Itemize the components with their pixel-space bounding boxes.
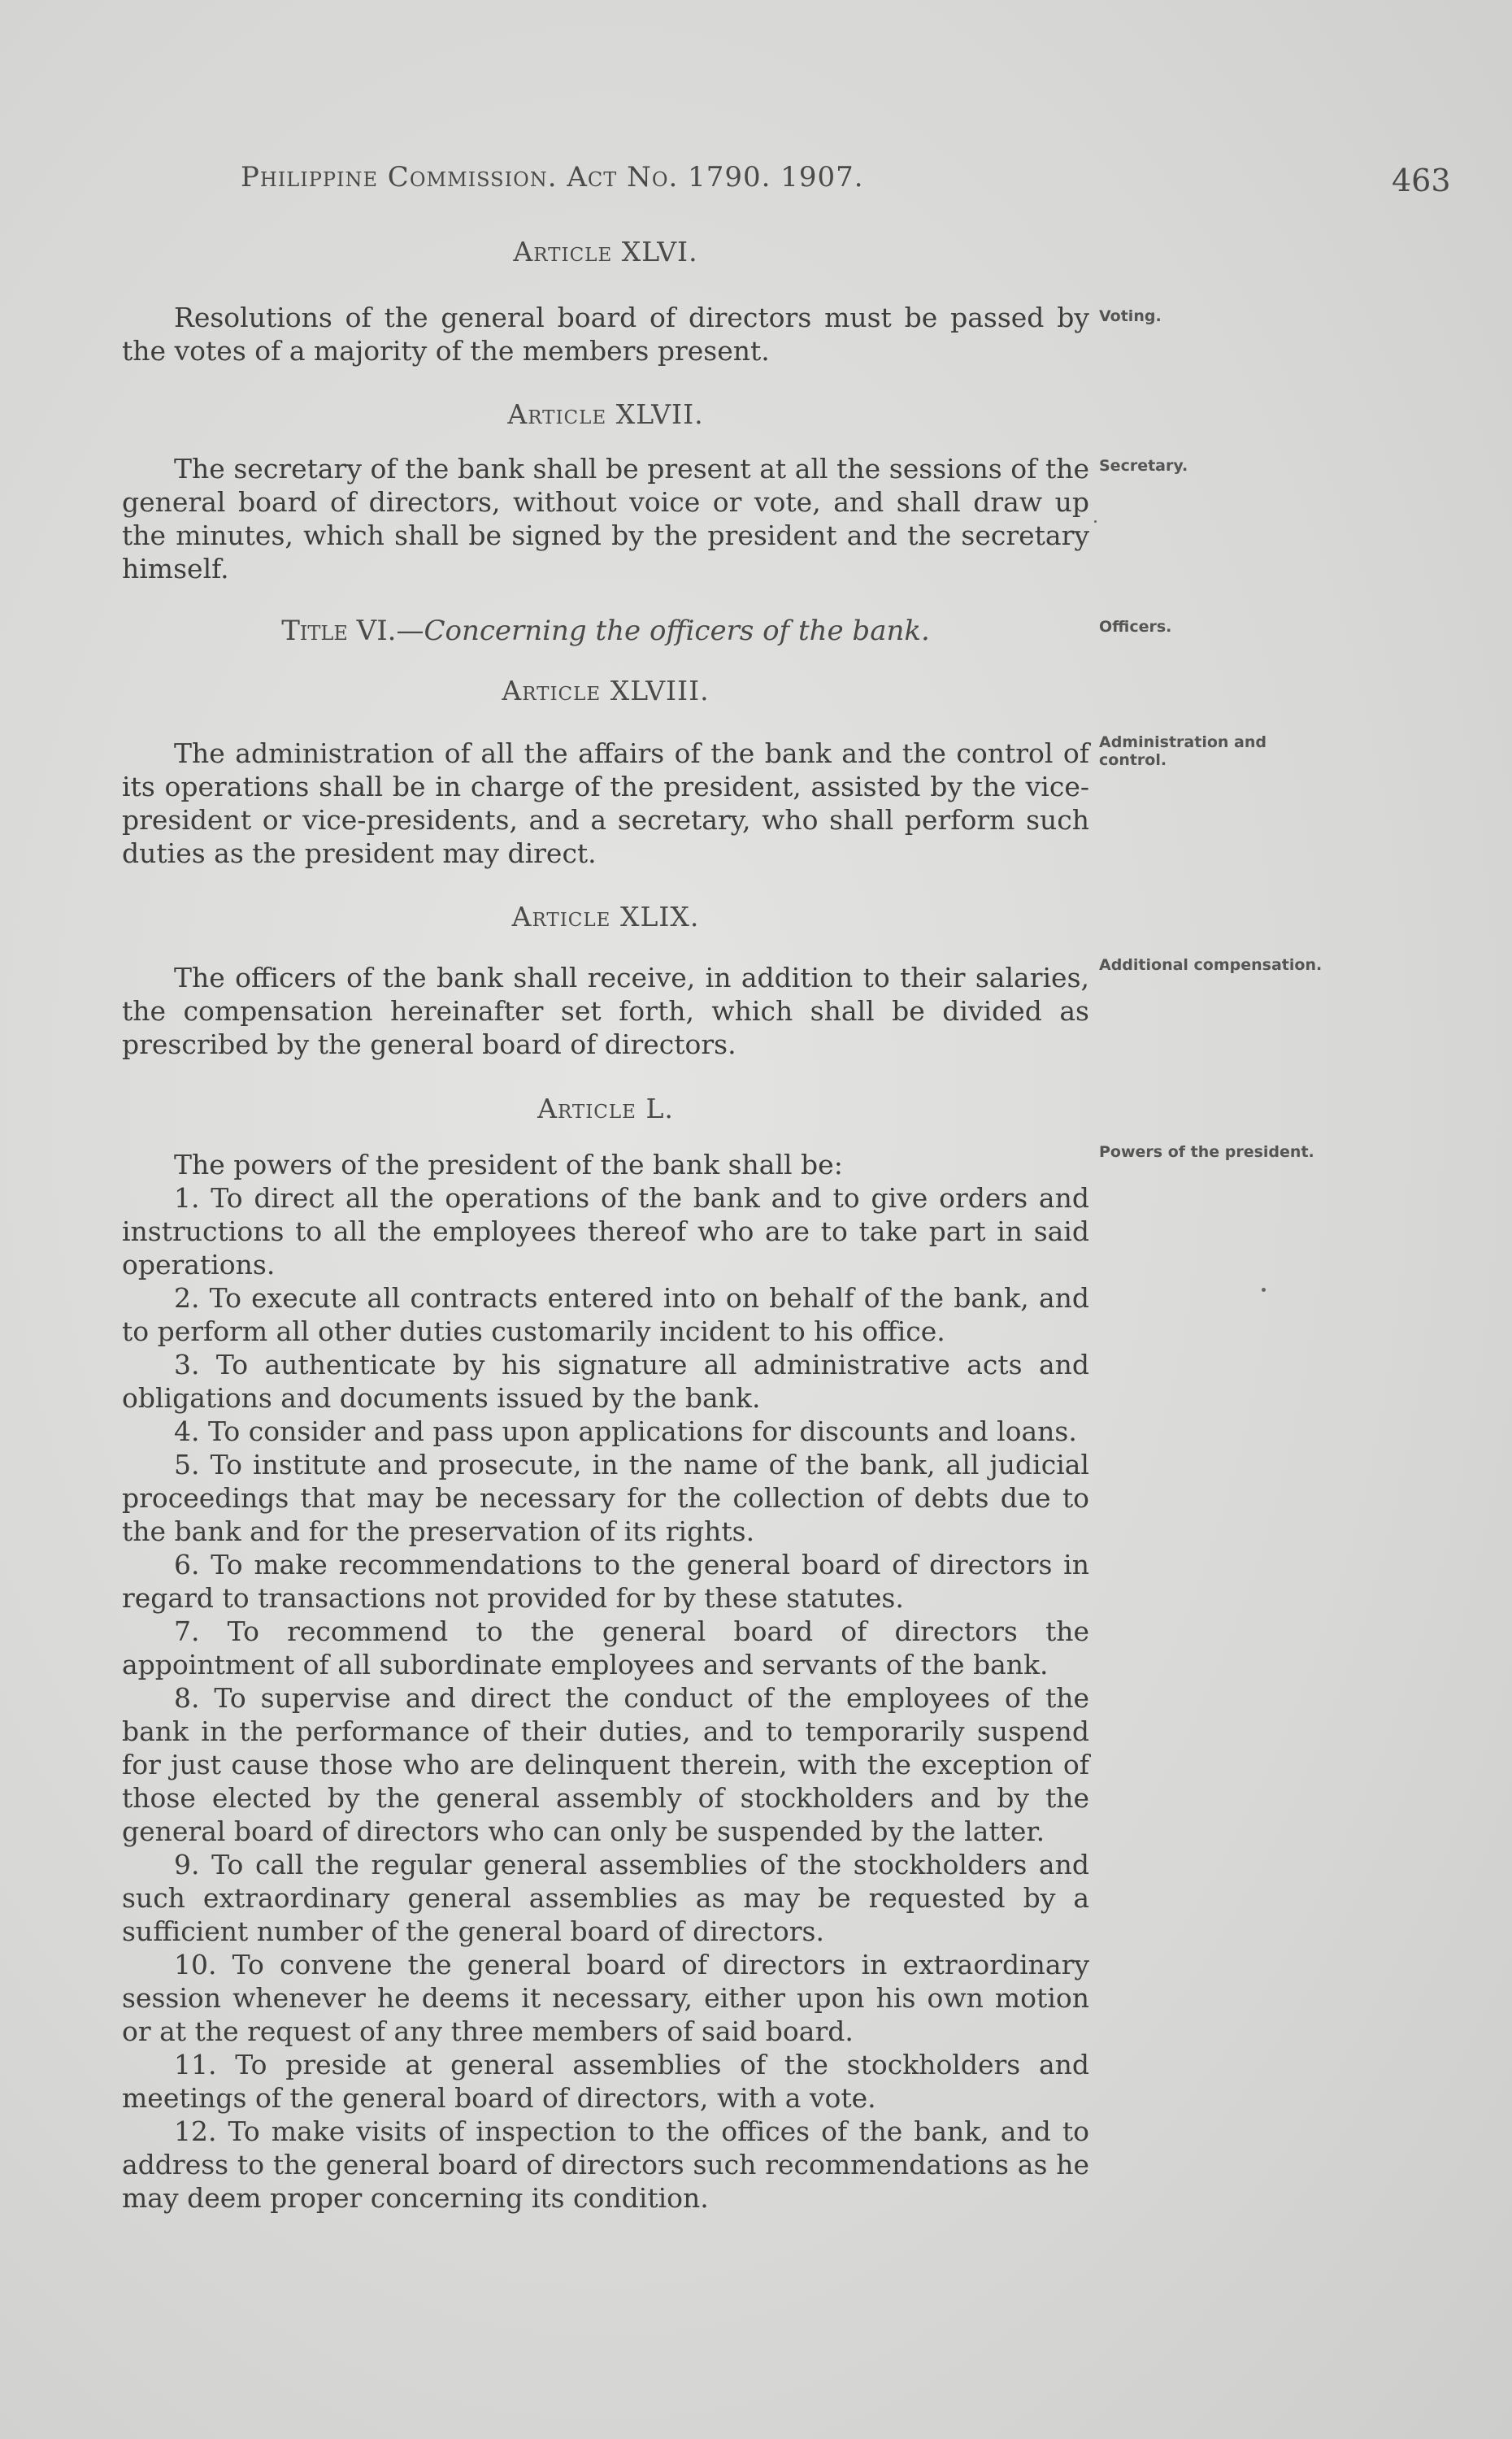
margin-note: Administration and control. [1099,733,1267,769]
list-item: 10. To convene the general board of directors in extraordinary session whenever he deems it necessary, either upon his own motion or at the request of any three members of said board. [122,1949,1089,2047]
list-item: 9. To call the regular general assemblies of the stockholders and such extraordinary general assemblies as may be requested by a sufficient number of the general board of directors. [122,1849,1089,1947]
list-item: 4. To consider and pass upon applications for discounts and loans. [174,1415,1077,1447]
article-text: The administration of all the affairs of the bank and the control of its operations shall be in charge of the president, assisted by the vice-president or vice-presidents, and a secretary, who shall perform such duties as the president may direct. [122,737,1089,869]
list-item: 5. To institute and prosecute, in the name of the bank, all judicial proceedings that may be necessary for the collection of debts due to the bank and for the preservation of its rights. [122,1449,1089,1547]
margin-note: Additional compensation. [1099,956,1323,974]
powers-list [122,1148,1089,2215]
margin-note: Secretary. [1099,457,1188,475]
title-subtitle: —Concerning the officers of the bank. [396,615,930,647]
list-item: 1. To direct all the operations of the bank and to give orders and instructions to all the employees thereof who are to take part in said operations. [122,1182,1089,1280]
title-label: Title VI. [281,615,397,647]
article-heading: Article L. [537,1093,674,1124]
list-item: 7. To recommend to the general board of directors the appointment of all subordinate employees and servants of the bank. [122,1615,1089,1680]
list-item: 12. To make visits of inspection to the offices of the bank, and to address to the general board of directors such recommendations as he may deem proper concerning its condition. [122,2115,1089,2214]
article-heading: Article XLVIII. [502,675,710,706]
article-text: Resolutions of the general board of directors must be passed by the votes of a majority of the members present. [122,302,1089,367]
margin-note: Officers. [1099,618,1172,636]
running-head: Philippine Commission. Act No. 1790. 1907. [241,161,864,193]
article-heading: Article XLIX. [511,901,700,933]
article-text: The secretary of the bank shall be present at all the sessions of the general board of directors, without voice or vote, and shall draw up the minutes, which shall be signed by the president and the secretary himself. [122,453,1089,585]
title-heading [122,615,1089,647]
page-number: 463 [1392,163,1451,198]
article-heading: Article XLVI. [513,236,698,267]
list-item: 6. To make recommendations to the general board of directors in regard to transactions not provided for by these statutes. [122,1549,1089,1614]
list-item: 8. To supervise and direct the conduct of the employees of the bank in the performance of their duties, and to temporarily suspend for just cause those who are delinquent therein, with the exception of those elected by the general assembly of stockholders and by the general board of directors who can only be suspended by the latter. [122,1682,1089,1847]
paper-speck [1094,520,1097,523]
list-intro: The powers of the president of the bank shall be: [174,1149,843,1180]
margin-note: Voting. [1099,307,1162,325]
article-heading: Article XLVII. [507,398,704,430]
article-text: The officers of the bank shall receive, in addition to their salaries, the compensation hereinafter set forth, which shall be divided as prescribed by the general board of directors. [122,962,1089,1060]
list-item: 11. To preside at general assemblies of the stockholders and meetings of the general board of directors, with a vote. [122,2049,1089,2114]
margin-note: Powers of the president. [1099,1143,1314,1161]
list-item: 3. To authenticate by his signature all administrative acts and obligations and documents issued by the bank. [122,1349,1089,1414]
paper-speck [1262,1288,1266,1292]
list-item: 2. To execute all contracts entered into on behalf of the bank, and to perform all other duties customarily incident to his office. [122,1282,1089,1347]
